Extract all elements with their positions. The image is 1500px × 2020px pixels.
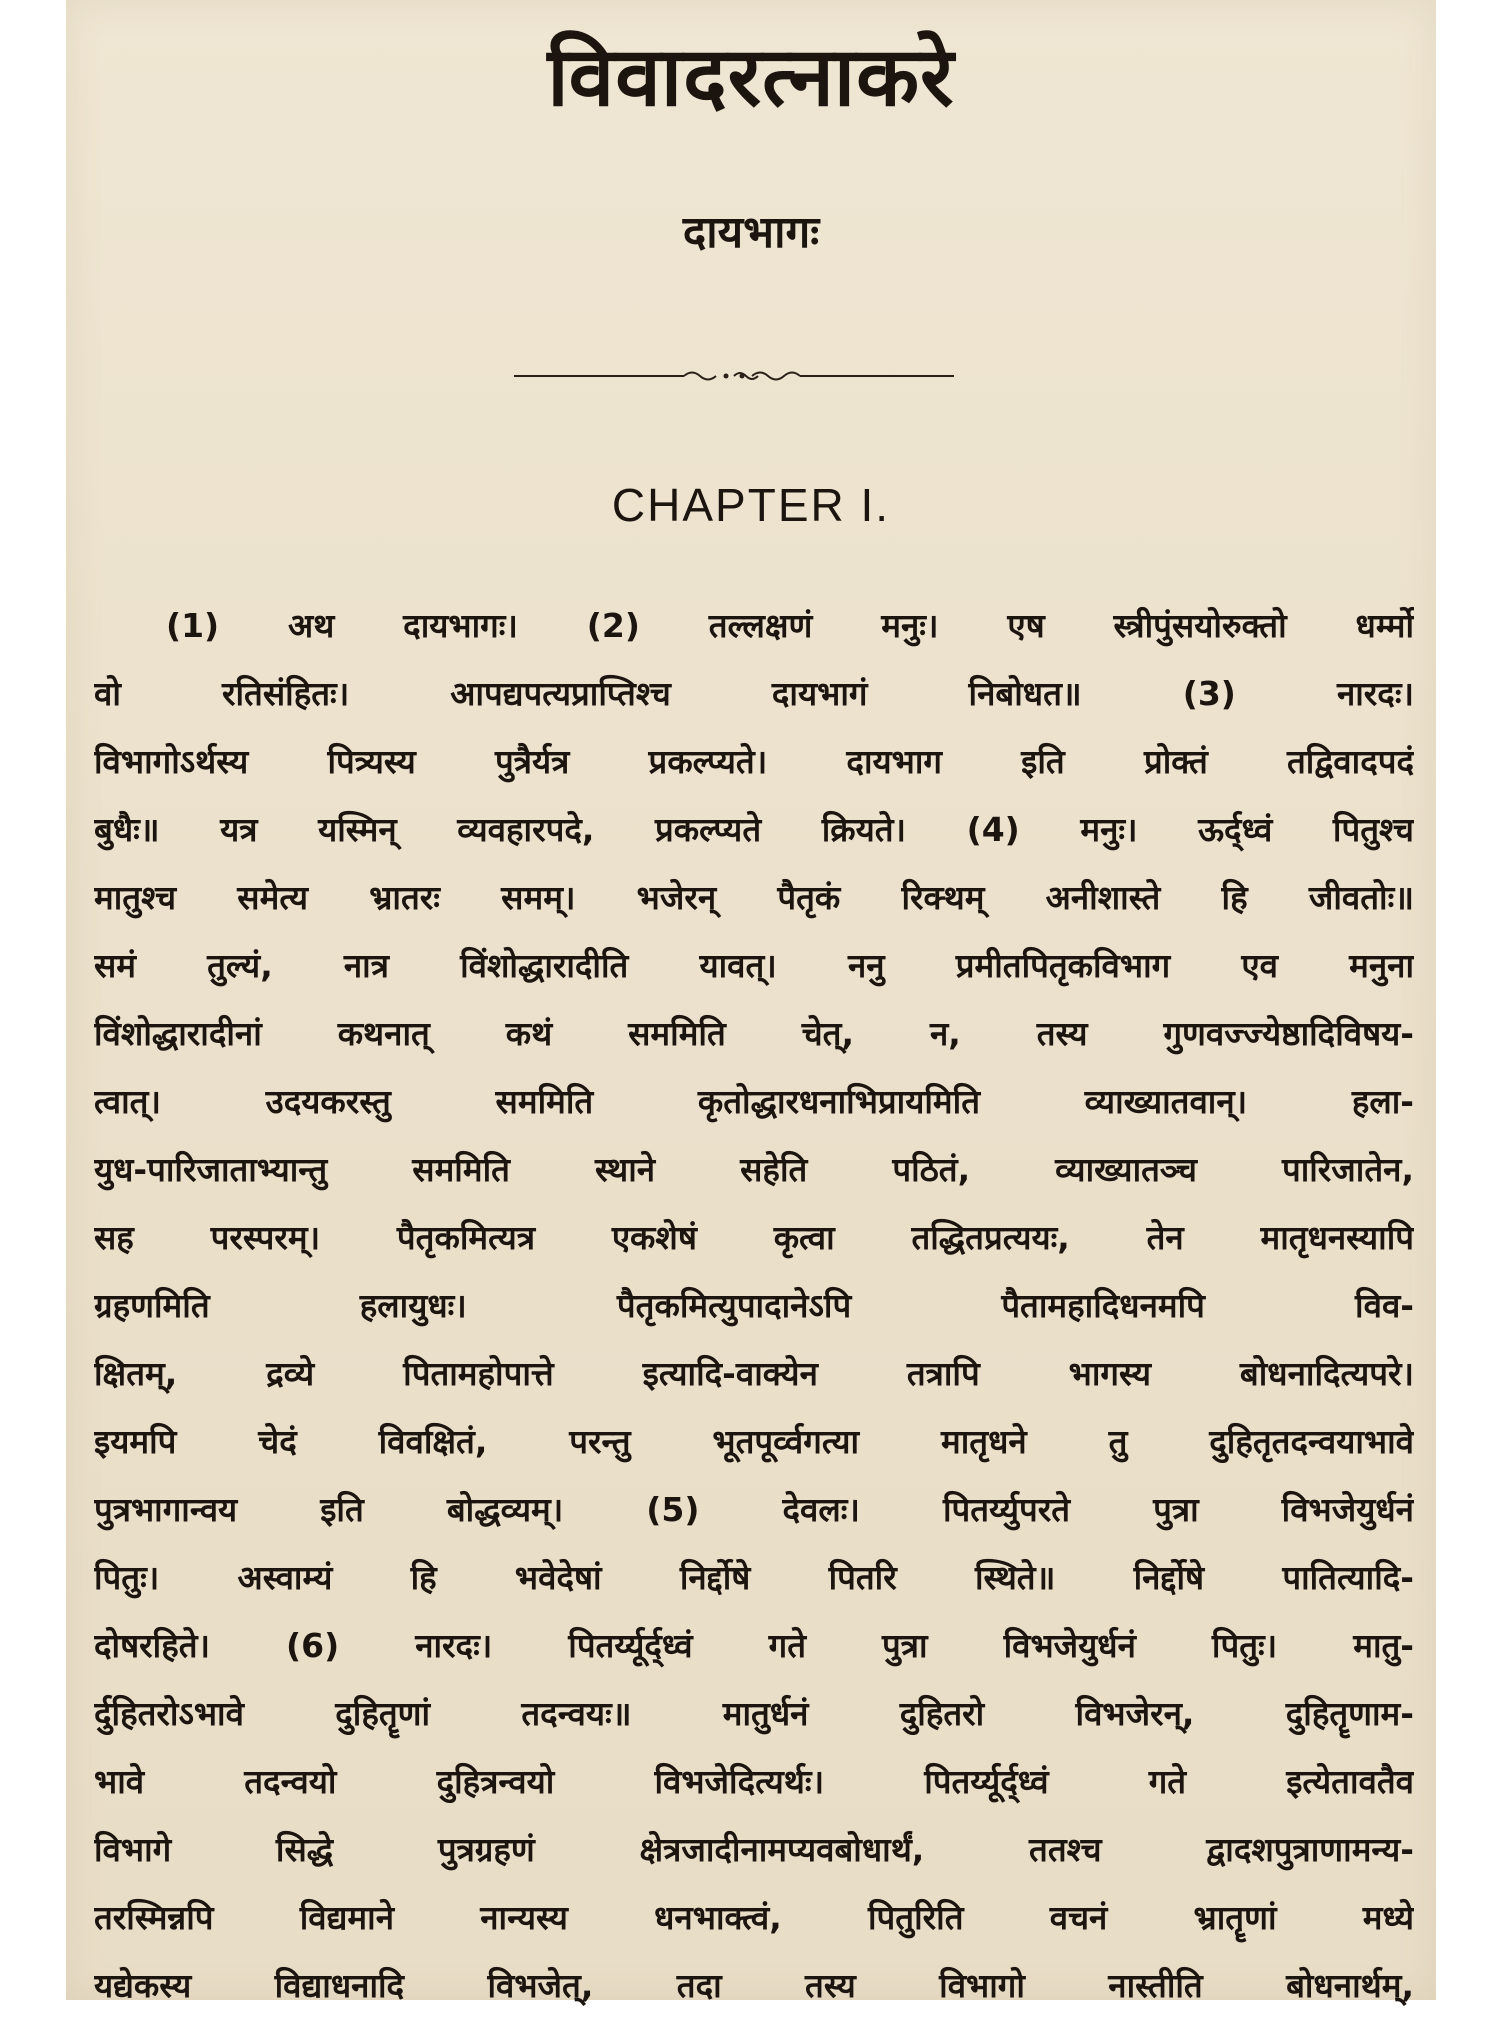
text-line: यद्येकस्य विद्याधनादि विभजेत्, तदा तस्य विभागो नास्तीति बोधनार्थम्, [94,1966,1414,2005]
text-line: विभागे सिद्धे पुत्रग्रहणं क्षेत्रजादीनामप्यवबोधार्थं, ततश्च द्वादशपुत्राणामन्य- [94,1830,1414,1869]
chapter-heading: CHAPTER I. [611,479,891,531]
text-line: पुत्रभागान्वय इति बोद्धव्यम्। (5) देवलः। पितर्य्युपरते पुत्रा विभजेयुर्धनं [94,1490,1414,1529]
text-line: पितुः। अस्वाम्यं हि भवेदेषां निर्द्दोषे पितरि स्थिते॥ निर्द्दोषे पातित्यादि- [94,1558,1414,1597]
text-line: मातुश्च समेत्य भ्रातरः समम्। भजेरन् पैतृकं रिक्थम् अनीशास्ते हि जीवतोः॥ [94,878,1414,917]
text-line: सह परस्परम्। पैतृकमित्यत्र एकशेषं कृत्वा तद्धितप्रत्ययः, तेन मातृधनस्यापि [94,1218,1414,1257]
text-line: बुधैः॥ यत्र यस्मिन् व्यवहारपदे, प्रकल्प्यते क्रियते। (4) मनुः। ऊर्द्ध्वं पितुश्च [94,810,1414,849]
text-line: भावे तदन्वयो दुहित्रन्वयो विभजेदित्यर्थः। पितर्य्यूर्द्ध्वं गते इत्येतावतैव [94,1762,1414,1801]
book-page [66,0,1436,2005]
text-line: इयमपि चेदं विवक्षितं, परन्तु भूतपूर्व्वगत्या मातृधने तु दुहितृतदन्वयाभावे [94,1422,1414,1461]
page-title: विवादरत्नाकरे [547,30,955,125]
text-line: दोषरहिते। (6) नारदः। पितर्य्यूर्द्ध्वं गते पुत्रा विभजेयुर्धनं पितुः। मातु- [94,1626,1414,1665]
text-line: त्वात्। उदयकरस्तु सममिति कृतोद्धारधनाभिप्रायमिति व्याख्यातवान्। हला- [94,1082,1414,1121]
text-line: क्षितम्, द्रव्ये पितामहोपात्ते इत्यादि-वाक्येन तत्रापि भागस्य बोधनादित्यपरे। [94,1354,1414,1393]
text-line: र्दुहितरोऽभावे दुहितॄणां तदन्वयः॥ मातुर्धनं दुहितरो विभजेरन्, दुहितॄणाम- [94,1694,1414,1733]
text-line: (1) अथ दायभागः। (2) तल्लक्षणं मनुः। एष स्त्रीपुंसयोरुक्तो धर्म्मो [166,606,1414,645]
ornament-divider [514,366,954,386]
text-line: तरस्मिन्नपि विद्यमाने नान्यस्य धनभाक्त्वं, पितुरिति वचनं भ्रातॄणां मध्ये [94,1898,1414,1937]
text-line: विंशोद्धारादीनां कथनात् कथं सममिति चेत्, न, तस्य गुणवज्ज्येष्ठादिविषय- [94,1014,1414,1053]
text-line: वो रतिसंहितः। आपद्यपत्यप्राप्तिश्च दायभागं निबोधत॥ (3) नारदः। [94,674,1414,713]
text-line: समं तुल्यं, नात्र विंशोद्धारादीति यावत्। ननु प्रमीतपितृकविभाग एव मनुना [94,946,1414,985]
text-line: ग्रहणमिति हलायुधः। पैतृकमित्युपादानेऽपि पैतामहादिधनमपि विव- [94,1286,1414,1325]
section-subtitle: दायभागः [682,207,820,258]
text-line: विभागोऽर्थस्य पित्र्यस्य पुत्रैर्यत्र प्रकल्प्यते। दायभाग इति प्रोक्तं तद्विवादपदं [94,742,1414,781]
body-text [94,592,1414,2020]
text-line: युध-पारिजाताभ्यान्तु सममिति स्थाने सहेति पठितं, व्याख्यातञ्च पारिजातेन, [94,1150,1414,1189]
